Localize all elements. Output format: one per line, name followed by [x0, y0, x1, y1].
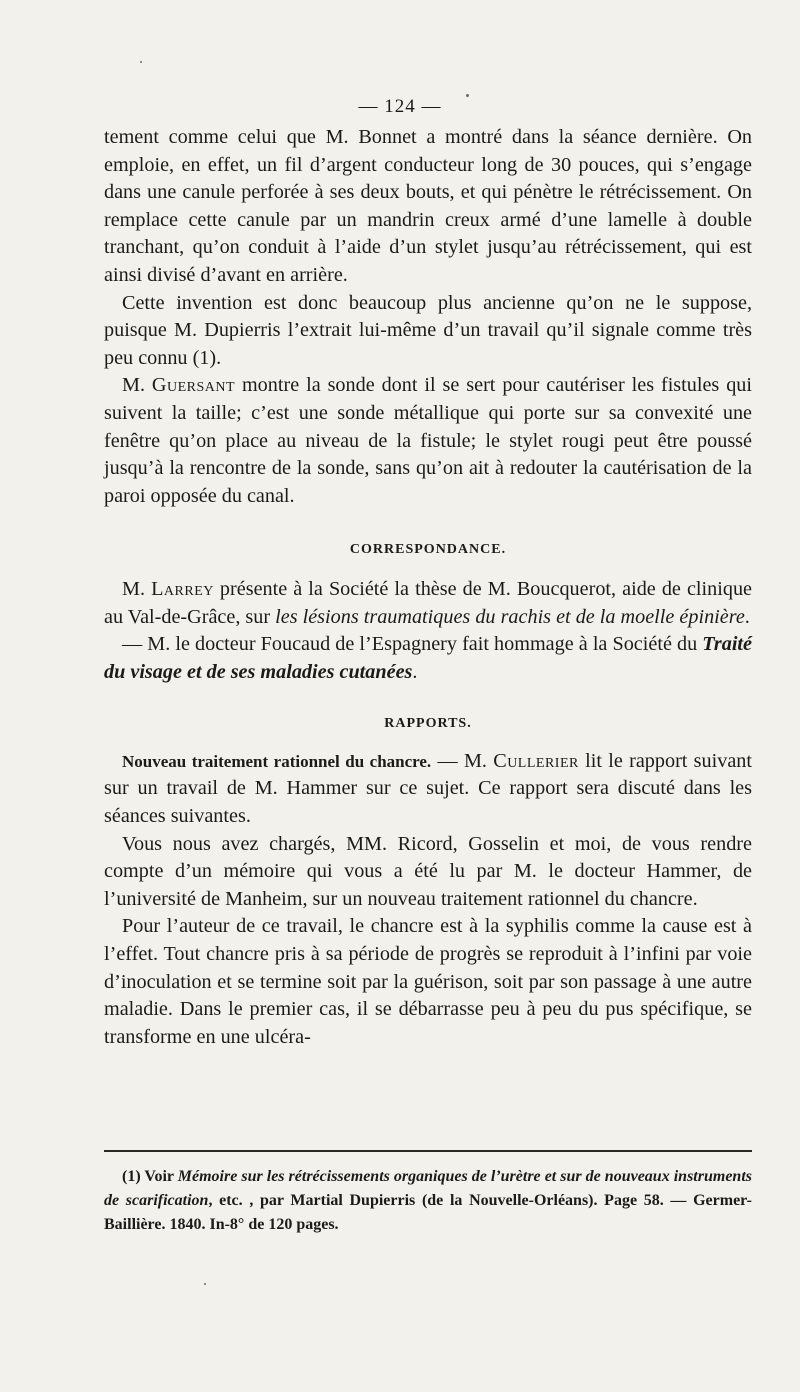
paragraph-cullerier: Nouveau traitement rationnel du chancre. — M. Cullerier lit le rapport suivant sur un travail de M. Hammer sur ce sujet. Ce rapport sera discuté dans les séances suivantes. — [104, 749, 752, 828]
footnote: (1) Voir Mémoire sur les rétrécissements organiques de l’urètre et sur de nouveaux instruments de scarification, etc. , par Martial Dupierris (de la Nouvelle-Orléans). Page 58. — Germer-Baillière. 1840. In-8° de 120 pages. — [104, 1168, 753, 1233]
paragraph-larrey: M. Larrey présente à la Société la thèse de M. Boucquerot, aide de clinique au Val-de-Grâce, sur les lésions traumatiques du rachis et de la moelle épinière. — [104, 577, 752, 628]
paragraph-foucaud: — M. le docteur Foucaud de l’Espagnery fait hommage à la Société du Traité du visage et de ses maladies cutanées. — [104, 633, 752, 683]
footnote-title: Mémoire sur les rétrécissements organiques de l’urètre et sur de nouveaux instruments de scarification — [104, 1168, 752, 1209]
section-heading-correspondance: CORRESPONDANCE. — [349, 542, 507, 558]
paragraph-guersant: M. Guersant montre la sonde dont il se sert pour cautériser les fistules qui suivent la taille; c’est une sonde métallique qui porte sur sa convexité une fenêtre qu’on place au niveau de la fistule; le stylet rougi peut être poussé jusqu’à la rencontre de la sonde, sans qu’on ait à redouter la cautérisation de la paroi opposée du canal. — [104, 374, 752, 507]
page-number: — 124 — — [358, 96, 442, 117]
book-title: Traité du visage et de ses maladies cutanées — [104, 633, 752, 683]
report-title: Nouveau traitement rationnel du chancre. — [122, 751, 432, 771]
thesis-title: les lésions traumatiques du rachis et de la moelle épinière — [275, 605, 745, 628]
main-text — [104, 124, 752, 1051]
ink-speck — [204, 1283, 206, 1285]
ink-speck — [466, 94, 469, 97]
author-name: Cullerier — [493, 749, 579, 772]
ink-speck — [140, 61, 142, 63]
paragraph-continuation: tement comme celui que M. Bonnet a montré dans la séance dernière. On emploie, en effet, un fil d’argent conducteur long de 30 pouces, qui s’engage dans une canule perforée à ses deux bouts, et qui pénètre le rétrécissement. On remplace cette canule par un mandrin creux armé d’une lamelle à double tranchant, qu’on conduit à l’aide d’un stylet jusqu’au rétrécissement, qui est ainsi divisé d’avant en arrière. — [104, 126, 752, 286]
paragraph-invention: Cette invention est donc beaucoup plus ancienne qu’on ne le suppose, puisque M. Dupierris l’extrait lui-même d’un travail qu’il signale comme très peu connu (1). — [104, 291, 752, 369]
author-name: Guersant — [151, 374, 236, 397]
paragraph-report-body: Pour l’auteur de ce travail, le chancre est à la syphilis comme la cause est à l’effet. Tout chancre pris à sa période de progrès se reproduit à l’infini par voie d’inoculation et se termine soit par la guérison, soit par son passage à une autre maladie. Dans le premier cas, il se débarrasse peu à peu du pus spécifique, se transforme en une ulcéra- — [104, 915, 752, 1048]
paragraph-report-intro: Vous nous avez chargés, MM. Ricord, Gosselin et moi, de vous rendre compte d’un mémoire qui vous a été lu par M. le docteur Hammer, de l’université de Manheim, sur un nouveau traitement rationnel du chancre. — [104, 832, 752, 910]
footnote-rule — [104, 1150, 752, 1152]
section-heading-rapports: RAPPORTS. — [384, 716, 472, 732]
author-name: Larrey — [151, 577, 214, 600]
